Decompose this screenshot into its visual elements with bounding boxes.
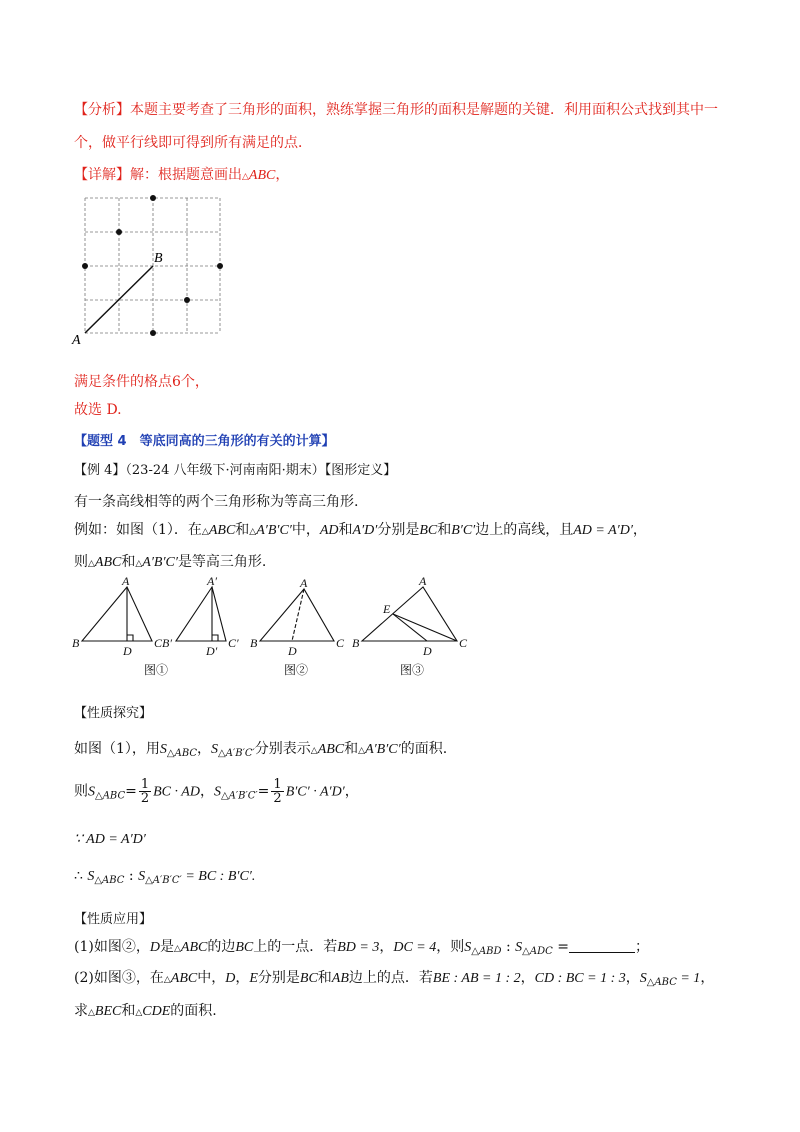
detail-text: 解：根据题意画出 xyxy=(130,167,242,183)
fig1-label-a2: A′ xyxy=(207,575,217,588)
text: 分别是 xyxy=(377,522,420,538)
subscript: △ABC xyxy=(95,790,126,802)
subscript: △ABC xyxy=(94,875,125,886)
math: ABC xyxy=(94,555,122,570)
explore-line-4 xyxy=(74,868,255,886)
grid-figure xyxy=(70,190,230,350)
explore-line-3: ∵ AD = A′D′ xyxy=(74,832,146,847)
text: ； xyxy=(634,939,649,955)
math: ABC xyxy=(208,523,236,538)
fig1-label-c2: C′ xyxy=(228,636,239,650)
triangle-symbol: △ xyxy=(135,559,143,569)
fig3-label-a: A xyxy=(419,575,427,588)
text: 中， xyxy=(197,970,226,986)
text: ， xyxy=(625,970,640,986)
detail-line xyxy=(74,164,289,184)
label-b: B xyxy=(154,251,163,266)
subscript: △ADC xyxy=(522,946,553,957)
text: ， xyxy=(700,970,715,986)
property-apply-head: 【性质应用】 xyxy=(74,912,153,927)
fig2-caption: 图② xyxy=(284,663,309,677)
analysis-line-2: 个，做平行线即可得到所有满足的点． xyxy=(74,135,312,151)
triangle-figures xyxy=(70,575,470,680)
text: (1)如图②， xyxy=(74,939,150,955)
text: 和 xyxy=(338,522,353,538)
triangle-symbol: △ xyxy=(88,559,95,569)
text: ， xyxy=(235,970,250,986)
text: 边上的点．若 xyxy=(348,970,433,986)
text: ， xyxy=(199,783,214,800)
fig3-label-b: B xyxy=(352,636,360,650)
fig3-segment-ec xyxy=(393,614,457,641)
math: S xyxy=(639,971,647,986)
subscript: △ABD xyxy=(471,946,502,957)
math: CD : BC = 1 : 3 xyxy=(534,971,626,986)
subscript: △ABC xyxy=(646,977,677,988)
text: 和 xyxy=(344,741,359,757)
grid-point xyxy=(116,229,122,235)
math: DC = 4 xyxy=(393,940,437,955)
math: S xyxy=(211,742,219,757)
subscript: △A′B′C′ xyxy=(220,790,258,802)
analysis-tag: 【分析】 xyxy=(74,102,130,118)
detail-tag: 【详解】 xyxy=(74,167,130,183)
math: S xyxy=(87,869,95,884)
subscript: △ABC xyxy=(166,748,198,759)
apply-question-2 xyxy=(74,967,714,988)
answer-blank[interactable] xyxy=(569,940,635,953)
text: ， xyxy=(379,939,394,955)
fig1-right-angle xyxy=(127,635,133,641)
fig1-triangle-a2b2c2 xyxy=(176,587,226,641)
denominator: 2 xyxy=(140,791,150,806)
math: A′B′C′ xyxy=(256,523,292,538)
text: 和 xyxy=(317,970,332,986)
math: A′B′C′ xyxy=(142,555,178,570)
math: BEC xyxy=(94,1004,122,1019)
subscript: △A′B′C′ xyxy=(218,748,255,759)
property-explore-head: 【性质探究】 xyxy=(74,706,153,721)
text: 分别是 xyxy=(257,970,300,986)
math: E xyxy=(249,971,258,986)
text: 和 xyxy=(121,554,136,570)
math: S xyxy=(213,784,221,800)
label-a: A xyxy=(72,333,81,348)
text: ， xyxy=(632,522,647,538)
fig3-label-d: D xyxy=(423,644,432,658)
math: S xyxy=(464,940,472,955)
result-line-2: 故选 D. xyxy=(74,402,122,418)
text: 上的一点．若 xyxy=(253,939,338,955)
triangle-symbol: △ xyxy=(201,527,209,537)
fig1-label-b: B xyxy=(72,636,80,650)
math: = BC : B′C′. xyxy=(181,869,256,884)
grid-point xyxy=(150,330,156,336)
math: BC xyxy=(235,940,254,955)
text: 的面积. xyxy=(170,1003,217,1019)
example-line-2 xyxy=(74,551,266,571)
math: AD = A′D′ xyxy=(573,523,633,538)
text: 和 xyxy=(121,1003,136,1019)
text: ， xyxy=(344,783,359,800)
text: 的面积. xyxy=(400,741,448,757)
text: 和 xyxy=(235,522,250,538)
fig2-triangle xyxy=(260,589,334,641)
text: 求 xyxy=(74,1003,88,1019)
example-definition: 有一条高线相等的两个三角形称为等高三角形. xyxy=(74,494,359,510)
triangle-symbol: △ xyxy=(242,172,249,182)
analysis-line-1 xyxy=(74,99,718,119)
text: 则 xyxy=(74,554,88,570)
math: S xyxy=(88,784,95,800)
math: S xyxy=(515,940,523,955)
math: D xyxy=(225,971,236,986)
fig2-label-b: B xyxy=(250,636,258,650)
analysis-text-1: 本题主要考查了三角形的面积，熟练掌握三角形的面积是解题的关键．利用面积公式找到其中一 xyxy=(130,102,718,118)
fig1-right-angle-2 xyxy=(212,635,218,641)
subscript: △A′B′C′ xyxy=(145,875,182,886)
explore-line-2 xyxy=(74,778,359,805)
text: 边上的高线，且 xyxy=(475,522,574,538)
text: 是 xyxy=(159,939,174,955)
math: S xyxy=(159,742,167,757)
fig3-label-c: C xyxy=(459,636,468,650)
text: ， xyxy=(197,741,212,757)
math: = 1 xyxy=(676,971,701,986)
triangle-symbol: △ xyxy=(135,1008,143,1018)
fraction xyxy=(139,778,151,805)
triangle-symbol: △ xyxy=(173,944,181,954)
text: : xyxy=(124,868,139,884)
text: = xyxy=(552,939,569,955)
math: CDE xyxy=(142,1004,171,1019)
math: ABC xyxy=(317,742,345,757)
text: ，则 xyxy=(436,939,465,955)
numerator: 1 xyxy=(273,777,282,792)
triangle-symbol: △ xyxy=(249,527,257,537)
text: ， xyxy=(520,970,535,986)
fig2-label-d: D xyxy=(288,644,297,658)
fig1-triangle-abc xyxy=(82,587,152,641)
fig1-label-b2: B′ xyxy=(162,636,172,650)
text: 是等高三角形. xyxy=(177,554,267,570)
fig1-caption: 图① xyxy=(144,663,169,677)
fraction xyxy=(271,778,283,805)
fig3-triangle xyxy=(362,587,457,641)
math: A′B′C′ xyxy=(365,742,401,757)
example-line-1 xyxy=(74,519,647,539)
example-head: 【例 4】（23-24 八年级下·河南南阳·期末）【图形定义】 xyxy=(74,463,397,478)
math: B′C′ xyxy=(451,523,476,538)
fig2-label-a: A xyxy=(300,576,308,590)
grid-point xyxy=(184,297,190,303)
fig3-segment-ed xyxy=(393,614,427,641)
math: AB xyxy=(331,971,349,986)
apply-question-1 xyxy=(74,936,649,957)
text: (2)如图③，在 xyxy=(74,970,164,986)
fig1-label-d: D xyxy=(123,644,132,658)
grid-point xyxy=(150,195,156,201)
math: A′D′ xyxy=(352,523,378,538)
math: ABC xyxy=(180,940,208,955)
grid-point xyxy=(217,263,223,269)
text: 如图（1），用 xyxy=(74,741,160,757)
triangle-symbol: △ xyxy=(358,746,366,756)
triangle-symbol: △ xyxy=(310,746,318,756)
math: BD = 3 xyxy=(337,940,380,955)
detail-triangle: ABC xyxy=(248,168,276,183)
grid-point xyxy=(82,263,88,269)
math: AD xyxy=(319,523,339,538)
math: BC xyxy=(419,523,438,538)
detail-end: ， xyxy=(275,167,290,183)
text: 中， xyxy=(291,522,320,538)
fig1-label-d2: D′ xyxy=(206,644,218,658)
result-line-1: 满足条件的格点6个， xyxy=(74,374,209,390)
text: 的边 xyxy=(207,939,236,955)
text: ∴ xyxy=(74,868,88,884)
math: S xyxy=(138,869,146,884)
text: = xyxy=(125,783,137,800)
fig3-label-e: E xyxy=(383,602,391,616)
triangle-symbol: △ xyxy=(163,975,171,985)
text: = xyxy=(257,783,270,800)
math: BE : AB = 1 : 2 xyxy=(432,971,521,986)
numerator: 1 xyxy=(140,777,150,792)
segment-ab xyxy=(85,266,153,333)
math: BC · AD xyxy=(153,784,200,800)
apply-question-3 xyxy=(74,1000,217,1020)
text: 则 xyxy=(74,783,88,800)
text: : xyxy=(501,939,516,955)
math: D xyxy=(149,940,160,955)
denominator: 2 xyxy=(273,791,282,806)
text: 和 xyxy=(437,522,452,538)
math: BC xyxy=(299,971,318,986)
math: B′C′ · A′D′ xyxy=(285,784,345,800)
explore-line-1 xyxy=(74,738,447,759)
text: 分别表示 xyxy=(254,741,311,757)
section-title: 【题型 4 等底同高的三角形的有关的计算】 xyxy=(74,434,335,449)
fig2-label-c: C xyxy=(336,636,345,650)
fig1-label-a: A xyxy=(122,575,130,588)
triangle-symbol: △ xyxy=(88,1008,95,1018)
fig1-label-c: C xyxy=(154,636,163,650)
text: 例如：如图（1）．在 xyxy=(74,522,202,538)
fig3-caption: 图③ xyxy=(400,663,425,677)
math: ABC xyxy=(170,971,198,986)
